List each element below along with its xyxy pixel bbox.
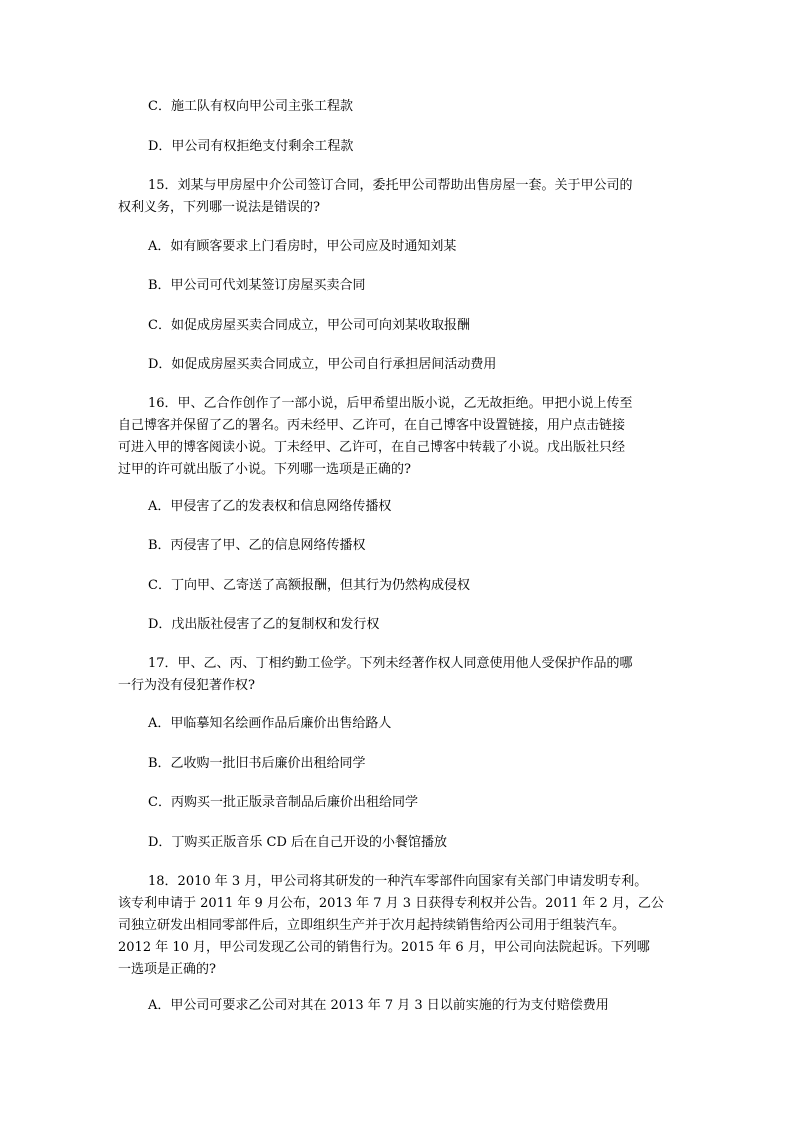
q16-stem-line-2: 自己博客并保留了乙的署名。丙未经甲、乙许可，在自己博客中设置链接，用户点击链接 — [118, 418, 626, 433]
q15-option-b: B．甲公司可代刘某签订房屋买卖合同 — [148, 278, 366, 293]
q16-stem-line-3: 可进入甲的博客阅读小说。丁未经甲、乙许可，在自己博客中转载了小说。戊出版社只经 — [118, 440, 626, 455]
q18-stem-line-1: 18．2010 年 3 月，甲公司将其研发的一种汽车零部件向国家有关部门申请发明专利。 — [148, 874, 648, 889]
q18-stem-line-4: 2012 年 10 月，甲公司发现乙公司的销售行为。2015 年 6 月，甲公司向法院起诉。下列哪 — [118, 940, 650, 955]
q15-option-a: A．如有顾客要求上门看房时，甲公司应及时通知刘某 — [148, 239, 457, 254]
q18-stem-line-2: 该专利申请于 2011 年 9 月公布，2013 年 7 月 3 日获得专利权并公告。2011 年 2 月，乙公 — [118, 896, 664, 911]
q17-stem-line-2: 一行为没有侵犯著作权? — [118, 678, 255, 693]
q15-stem-line-2: 权利义务，下列哪一说法是错误的? — [118, 200, 320, 215]
q16-option-d: D．戊出版社侵害了乙的复制权和发行权 — [148, 617, 380, 632]
q17-option-d: D．丁购买正版音乐 CD 后在自己开设的小餐馆播放 — [148, 835, 448, 850]
q15-option-c: C．如促成房屋买卖合同成立，甲公司可向刘某收取报酬 — [148, 318, 470, 333]
q15-option-d: D．如促成房屋买卖合同成立，甲公司自行承担居间活动费用 — [148, 357, 497, 372]
q16-option-b: B．丙侵害了甲、乙的信息网络传播权 — [148, 538, 366, 553]
q18-stem-line-3: 司独立研发出相同零部件后，立即组织生产并于次月起持续销售给丙公司用于组装汽车。 — [118, 918, 626, 933]
q14-option-d: D．甲公司有权拒绝支付剩余工程款 — [148, 139, 354, 154]
q17-option-c: C．丙购买一批正版录音制品后廉价出租给同学 — [148, 795, 418, 810]
q16-stem-line-1: 16．甲、乙合作创作了一部小说，后甲希望出版小说，乙无故拒绝。甲把小说上传至 — [148, 396, 633, 411]
q17-option-b: B．乙收购一批旧书后廉价出租给同学 — [148, 756, 366, 771]
q18-option-a: A．甲公司可要求乙公司对其在 2013 年 7 月 3 日以前实施的行为支付赔偿费用 — [148, 998, 609, 1013]
q16-option-a: A．甲侵害了乙的发表权和信息网络传播权 — [148, 499, 392, 514]
q17-option-a: A．甲临摹知名绘画作品后廉价出售给路人 — [148, 716, 392, 731]
q18-stem-line-5: 一选项是正确的? — [118, 962, 216, 977]
q17-stem-line-1: 17．甲、乙、丙、丁相约勤工俭学。下列未经著作权人同意使用他人受保护作品的哪 — [148, 656, 633, 671]
q16-stem-line-4: 过甲的许可就出版了小说。下列哪一选项是正确的? — [118, 462, 411, 477]
q14-option-c: C．施工队有权向甲公司主张工程款 — [148, 99, 353, 114]
q15-stem-line-1: 15．刘某与甲房屋中介公司签订合同，委托甲公司帮助出售房屋一套。关于甲公司的 — [148, 178, 633, 193]
q16-option-c: C．丁向甲、乙寄送了高额报酬，但其行为仍然构成侵权 — [148, 578, 470, 593]
